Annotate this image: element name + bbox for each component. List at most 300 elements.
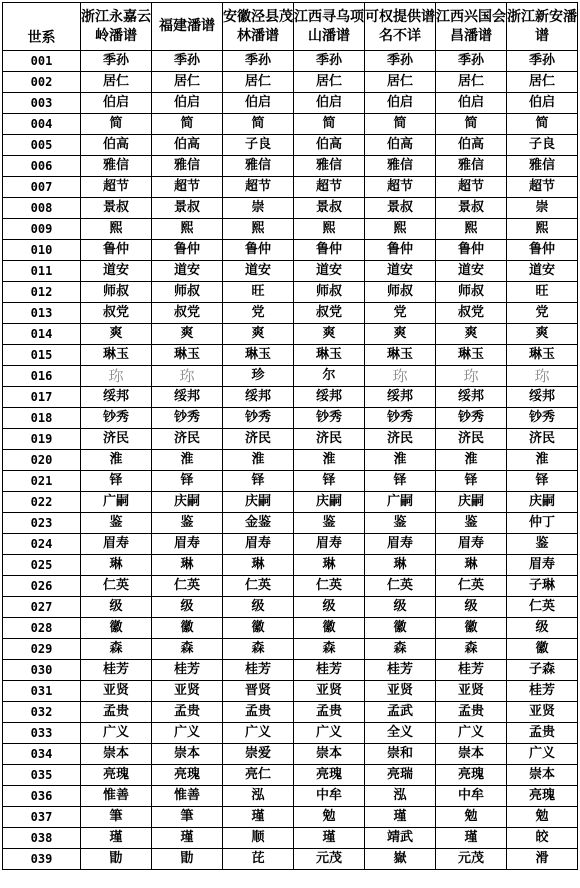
name-cell: 徽 xyxy=(365,618,436,639)
name-cell: 绥邦 xyxy=(294,387,365,408)
name-cell: 元茂 xyxy=(436,849,507,870)
name-cell: 亮瑰 xyxy=(507,786,578,807)
name-cell: 熙 xyxy=(507,219,578,240)
table-row xyxy=(3,261,578,282)
name-cell: 琳玉 xyxy=(507,345,578,366)
name-cell: 鉴 xyxy=(152,513,223,534)
name-cell: 淮 xyxy=(152,450,223,471)
name-cell: 琳玉 xyxy=(223,345,294,366)
name-cell: 孟贵 xyxy=(436,702,507,723)
name-cell: 简 xyxy=(507,114,578,135)
name-cell: 伯高 xyxy=(294,135,365,156)
generation-number: 007 xyxy=(3,177,81,198)
table-row xyxy=(3,744,578,765)
name-cell: 鉴 xyxy=(294,513,365,534)
name-cell: 亚贤 xyxy=(507,702,578,723)
table-row xyxy=(3,240,578,261)
name-cell: 伯启 xyxy=(223,93,294,114)
name-cell: 济民 xyxy=(436,429,507,450)
name-cell: 眉寿 xyxy=(294,534,365,555)
table-row xyxy=(3,828,578,849)
name-cell: 党 xyxy=(507,303,578,324)
name-cell: 级 xyxy=(81,597,152,618)
name-cell: 森 xyxy=(152,639,223,660)
name-cell: 居仁 xyxy=(152,72,223,93)
header-zhejiang-yongjia: 浙江永嘉云岭潘谱 xyxy=(81,3,152,51)
name-cell: 仁英 xyxy=(436,576,507,597)
generation-number: 039 xyxy=(3,849,81,870)
name-cell: 孟贵 xyxy=(294,702,365,723)
table-row xyxy=(3,723,578,744)
name-cell: 鲁仲 xyxy=(507,240,578,261)
name-cell: 庆嗣 xyxy=(223,492,294,513)
generation-number: 038 xyxy=(3,828,81,849)
name-cell: 琳 xyxy=(81,555,152,576)
name-cell: 珎 xyxy=(507,366,578,387)
name-cell: 森 xyxy=(365,639,436,660)
name-cell: 崇 xyxy=(507,198,578,219)
name-cell: 琳 xyxy=(223,555,294,576)
name-cell: 崇本 xyxy=(436,744,507,765)
name-cell: 铎 xyxy=(507,471,578,492)
table-row xyxy=(3,72,578,93)
name-cell: 钞秀 xyxy=(81,408,152,429)
name-cell: 旺 xyxy=(223,282,294,303)
generation-number: 030 xyxy=(3,660,81,681)
name-cell: 超节 xyxy=(223,177,294,198)
header-kequan: 可权提供谱名不详 xyxy=(365,3,436,51)
name-cell: 爽 xyxy=(436,324,507,345)
name-cell: 级 xyxy=(294,597,365,618)
name-cell: 济民 xyxy=(365,429,436,450)
name-cell: 桂芳 xyxy=(294,660,365,681)
header-row xyxy=(3,3,578,51)
name-cell: 淮 xyxy=(81,450,152,471)
name-cell: 钞秀 xyxy=(507,408,578,429)
name-cell: 师叔 xyxy=(81,282,152,303)
name-cell: 季孙 xyxy=(152,51,223,72)
name-cell: 孟贵 xyxy=(223,702,294,723)
table-row xyxy=(3,387,578,408)
name-cell: 勉 xyxy=(294,807,365,828)
name-cell: 亚贤 xyxy=(152,681,223,702)
name-cell: 道安 xyxy=(152,261,223,282)
name-cell: 淮 xyxy=(294,450,365,471)
name-cell: 简 xyxy=(436,114,507,135)
header-fujian: 福建潘谱 xyxy=(152,3,223,51)
name-cell: 广嗣 xyxy=(81,492,152,513)
name-cell: 亚贤 xyxy=(365,681,436,702)
name-cell: 亚贤 xyxy=(81,681,152,702)
name-cell: 桂芳 xyxy=(223,660,294,681)
name-cell: 广义 xyxy=(152,723,223,744)
name-cell: 熙 xyxy=(81,219,152,240)
name-cell: 铎 xyxy=(223,471,294,492)
name-cell: 惟善 xyxy=(81,786,152,807)
name-cell: 中牟 xyxy=(436,786,507,807)
name-cell: 晋贤 xyxy=(223,681,294,702)
name-cell: 徽 xyxy=(507,639,578,660)
table-row xyxy=(3,408,578,429)
name-cell: 勖 xyxy=(81,849,152,870)
name-cell: 子良 xyxy=(507,135,578,156)
name-cell: 伯启 xyxy=(365,93,436,114)
generation-number: 031 xyxy=(3,681,81,702)
name-cell: 眉寿 xyxy=(152,534,223,555)
name-cell: 济民 xyxy=(152,429,223,450)
name-cell: 熙 xyxy=(294,219,365,240)
generation-number: 015 xyxy=(3,345,81,366)
name-cell: 鲁仲 xyxy=(365,240,436,261)
name-cell: 珎 xyxy=(365,366,436,387)
name-cell: 亮瑰 xyxy=(294,765,365,786)
name-cell: 伯启 xyxy=(81,93,152,114)
name-cell: 伯启 xyxy=(152,93,223,114)
table-row xyxy=(3,807,578,828)
name-cell: 伯启 xyxy=(294,93,365,114)
table-row xyxy=(3,618,578,639)
name-cell: 季孙 xyxy=(365,51,436,72)
name-cell: 绥邦 xyxy=(436,387,507,408)
table-row xyxy=(3,660,578,681)
name-cell: 筆 xyxy=(81,807,152,828)
generation-number: 014 xyxy=(3,324,81,345)
name-cell: 中牟 xyxy=(294,786,365,807)
name-cell: 顺 xyxy=(223,828,294,849)
name-cell: 级 xyxy=(365,597,436,618)
generation-number: 033 xyxy=(3,723,81,744)
name-cell: 眉寿 xyxy=(223,534,294,555)
name-cell: 桂芳 xyxy=(365,660,436,681)
name-cell: 雅信 xyxy=(365,156,436,177)
name-cell: 鲁仲 xyxy=(223,240,294,261)
name-cell: 钞秀 xyxy=(152,408,223,429)
name-cell: 居仁 xyxy=(81,72,152,93)
generation-number: 008 xyxy=(3,198,81,219)
generation-number: 021 xyxy=(3,471,81,492)
header-jiangxi-xunwu: 江西寻乌项山潘谱 xyxy=(294,3,365,51)
name-cell: 鲁仲 xyxy=(436,240,507,261)
name-cell: 道安 xyxy=(507,261,578,282)
name-cell: 瑾 xyxy=(152,828,223,849)
name-cell: 淮 xyxy=(507,450,578,471)
name-cell: 季孙 xyxy=(294,51,365,72)
name-cell: 伯高 xyxy=(152,135,223,156)
name-cell: 广义 xyxy=(507,744,578,765)
name-cell: 徽 xyxy=(223,618,294,639)
name-cell: 叔党 xyxy=(294,303,365,324)
name-cell: 雅信 xyxy=(436,156,507,177)
name-cell: 旺 xyxy=(507,282,578,303)
name-cell: 广义 xyxy=(436,723,507,744)
name-cell: 瑾 xyxy=(294,828,365,849)
name-cell: 金鉴 xyxy=(223,513,294,534)
table-row xyxy=(3,114,578,135)
name-cell: 景叔 xyxy=(436,198,507,219)
generation-number: 025 xyxy=(3,555,81,576)
name-cell: 徽 xyxy=(81,618,152,639)
name-cell: 爽 xyxy=(152,324,223,345)
name-cell: 孟贵 xyxy=(81,702,152,723)
generation-number: 037 xyxy=(3,807,81,828)
name-cell: 眉寿 xyxy=(507,555,578,576)
name-cell: 勉 xyxy=(507,807,578,828)
generation-number: 017 xyxy=(3,387,81,408)
table-row xyxy=(3,681,578,702)
name-cell: 亮瑞 xyxy=(365,765,436,786)
name-cell: 崇本 xyxy=(81,744,152,765)
name-cell: 森 xyxy=(81,639,152,660)
name-cell: 叔党 xyxy=(81,303,152,324)
name-cell: 崇爱 xyxy=(223,744,294,765)
table-body xyxy=(3,51,578,870)
name-cell: 珍 xyxy=(223,366,294,387)
name-cell: 子森 xyxy=(507,660,578,681)
name-cell: 爽 xyxy=(81,324,152,345)
name-cell: 仁英 xyxy=(81,576,152,597)
table-row xyxy=(3,849,578,870)
name-cell: 琳 xyxy=(294,555,365,576)
name-cell: 季孙 xyxy=(507,51,578,72)
table-row xyxy=(3,555,578,576)
table-row xyxy=(3,93,578,114)
name-cell: 师叔 xyxy=(152,282,223,303)
name-cell: 党 xyxy=(223,303,294,324)
name-cell: 徽 xyxy=(294,618,365,639)
name-cell: 亮瑰 xyxy=(152,765,223,786)
table-row xyxy=(3,702,578,723)
name-cell: 超节 xyxy=(294,177,365,198)
name-cell: 皎 xyxy=(507,828,578,849)
table-row xyxy=(3,51,578,72)
table-row xyxy=(3,177,578,198)
name-cell: 庆嗣 xyxy=(294,492,365,513)
name-cell: 景叔 xyxy=(152,198,223,219)
name-cell: 级 xyxy=(223,597,294,618)
header-anhui-jingxian: 安徽泾县茂林潘谱 xyxy=(223,3,294,51)
name-cell: 靖武 xyxy=(365,828,436,849)
name-cell: 济民 xyxy=(507,429,578,450)
genealogy-comparison-table xyxy=(2,2,578,870)
table-row xyxy=(3,135,578,156)
name-cell: 绥邦 xyxy=(81,387,152,408)
header-zhejiang-xinan: 浙江新安潘谱 xyxy=(507,3,578,51)
name-cell: 亮瑰 xyxy=(436,765,507,786)
name-cell: 仁英 xyxy=(223,576,294,597)
generation-number: 003 xyxy=(3,93,81,114)
name-cell: 超节 xyxy=(81,177,152,198)
name-cell: 孟武 xyxy=(365,702,436,723)
table-row xyxy=(3,450,578,471)
table-row xyxy=(3,786,578,807)
name-cell: 熙 xyxy=(223,219,294,240)
name-cell: 济民 xyxy=(294,429,365,450)
name-cell: 瑾 xyxy=(365,807,436,828)
name-cell: 崇本 xyxy=(507,765,578,786)
name-cell: 崇本 xyxy=(152,744,223,765)
name-cell: 孟贵 xyxy=(507,723,578,744)
name-cell: 眉寿 xyxy=(81,534,152,555)
name-cell: 简 xyxy=(294,114,365,135)
table-row xyxy=(3,513,578,534)
name-cell: 道安 xyxy=(294,261,365,282)
name-cell: 鲁仲 xyxy=(152,240,223,261)
table-row xyxy=(3,765,578,786)
name-cell: 尔 xyxy=(294,366,365,387)
table-row xyxy=(3,219,578,240)
name-cell: 筆 xyxy=(152,807,223,828)
name-cell: 庆嗣 xyxy=(436,492,507,513)
name-cell: 崇本 xyxy=(294,744,365,765)
name-cell: 惟善 xyxy=(152,786,223,807)
name-cell: 桂芳 xyxy=(152,660,223,681)
name-cell: 子良 xyxy=(223,135,294,156)
table-row xyxy=(3,282,578,303)
name-cell: 眉寿 xyxy=(365,534,436,555)
name-cell: 景叔 xyxy=(294,198,365,219)
generation-number: 006 xyxy=(3,156,81,177)
name-cell: 居仁 xyxy=(436,72,507,93)
name-cell: 琳玉 xyxy=(81,345,152,366)
name-cell: 仁英 xyxy=(152,576,223,597)
name-cell: 淮 xyxy=(223,450,294,471)
header-jiangxi-xingguo: 江西兴国会昌潘谱 xyxy=(436,3,507,51)
name-cell: 级 xyxy=(436,597,507,618)
name-cell: 道安 xyxy=(436,261,507,282)
name-cell: 广义 xyxy=(81,723,152,744)
name-cell: 琳玉 xyxy=(365,345,436,366)
name-cell: 琳 xyxy=(365,555,436,576)
name-cell: 钞秀 xyxy=(365,408,436,429)
table-row xyxy=(3,303,578,324)
name-cell: 亮仁 xyxy=(223,765,294,786)
name-cell: 师叔 xyxy=(365,282,436,303)
generation-number: 013 xyxy=(3,303,81,324)
name-cell: 居仁 xyxy=(223,72,294,93)
name-cell: 师叔 xyxy=(294,282,365,303)
name-cell: 季孙 xyxy=(81,51,152,72)
name-cell: 伯启 xyxy=(507,93,578,114)
name-cell: 级 xyxy=(507,618,578,639)
name-cell: 伯高 xyxy=(81,135,152,156)
name-cell: 泓 xyxy=(223,786,294,807)
name-cell: 钞秀 xyxy=(223,408,294,429)
name-cell: 崇 xyxy=(223,198,294,219)
table-row xyxy=(3,576,578,597)
name-cell: 全义 xyxy=(365,723,436,744)
name-cell: 琳 xyxy=(152,555,223,576)
name-cell: 居仁 xyxy=(507,72,578,93)
generation-number: 023 xyxy=(3,513,81,534)
name-cell: 级 xyxy=(152,597,223,618)
table-row xyxy=(3,324,578,345)
generation-number: 022 xyxy=(3,492,81,513)
name-cell: 简 xyxy=(365,114,436,135)
name-cell: 济民 xyxy=(223,429,294,450)
generation-number: 027 xyxy=(3,597,81,618)
name-cell: 森 xyxy=(223,639,294,660)
generation-number: 004 xyxy=(3,114,81,135)
name-cell: 景叔 xyxy=(365,198,436,219)
name-cell: 雅信 xyxy=(81,156,152,177)
name-cell: 仁英 xyxy=(507,597,578,618)
name-cell: 森 xyxy=(294,639,365,660)
table-row xyxy=(3,345,578,366)
header-generation: 世系 xyxy=(3,3,81,51)
name-cell: 亚贤 xyxy=(436,681,507,702)
generation-number: 034 xyxy=(3,744,81,765)
name-cell: 简 xyxy=(81,114,152,135)
table-row xyxy=(3,597,578,618)
generation-number: 009 xyxy=(3,219,81,240)
name-cell: 瑾 xyxy=(223,807,294,828)
name-cell: 鲁仲 xyxy=(294,240,365,261)
name-cell: 元茂 xyxy=(294,849,365,870)
generation-number: 012 xyxy=(3,282,81,303)
name-cell: 芘 xyxy=(223,849,294,870)
generation-number: 036 xyxy=(3,786,81,807)
name-cell: 熙 xyxy=(436,219,507,240)
name-cell: 森 xyxy=(436,639,507,660)
table-row xyxy=(3,429,578,450)
name-cell: 鉴 xyxy=(507,534,578,555)
name-cell: 鉴 xyxy=(365,513,436,534)
name-cell: 桂芳 xyxy=(81,660,152,681)
table-row xyxy=(3,492,578,513)
name-cell: 爽 xyxy=(294,324,365,345)
table-row xyxy=(3,471,578,492)
name-cell: 爽 xyxy=(223,324,294,345)
name-cell: 雅信 xyxy=(223,156,294,177)
name-cell: 景叔 xyxy=(81,198,152,219)
name-cell: 雅信 xyxy=(294,156,365,177)
generation-number: 010 xyxy=(3,240,81,261)
name-cell: 鉴 xyxy=(81,513,152,534)
name-cell: 徽 xyxy=(436,618,507,639)
name-cell: 滑 xyxy=(507,849,578,870)
generation-number: 032 xyxy=(3,702,81,723)
name-cell: 熙 xyxy=(365,219,436,240)
name-cell: 钞秀 xyxy=(436,408,507,429)
generation-number: 029 xyxy=(3,639,81,660)
name-cell: 绥邦 xyxy=(365,387,436,408)
generation-number: 035 xyxy=(3,765,81,786)
name-cell: 徽 xyxy=(152,618,223,639)
table-row xyxy=(3,366,578,387)
name-cell: 钞秀 xyxy=(294,408,365,429)
name-cell: 绥邦 xyxy=(223,387,294,408)
name-cell: 师叔 xyxy=(436,282,507,303)
name-cell: 勖 xyxy=(152,849,223,870)
name-cell: 爽 xyxy=(507,324,578,345)
name-cell: 仲丁 xyxy=(507,513,578,534)
name-cell: 亚贤 xyxy=(294,681,365,702)
name-cell: 铎 xyxy=(152,471,223,492)
name-cell: 铎 xyxy=(365,471,436,492)
name-cell: 熙 xyxy=(152,219,223,240)
name-cell: 崇和 xyxy=(365,744,436,765)
name-cell: 伯高 xyxy=(365,135,436,156)
name-cell: 广嗣 xyxy=(365,492,436,513)
name-cell: 雅信 xyxy=(152,156,223,177)
name-cell: 简 xyxy=(223,114,294,135)
generation-number: 002 xyxy=(3,72,81,93)
name-cell: 绥邦 xyxy=(152,387,223,408)
name-cell: 广义 xyxy=(223,723,294,744)
name-cell: 亮瑰 xyxy=(81,765,152,786)
name-cell: 瑾 xyxy=(81,828,152,849)
name-cell: 铎 xyxy=(294,471,365,492)
